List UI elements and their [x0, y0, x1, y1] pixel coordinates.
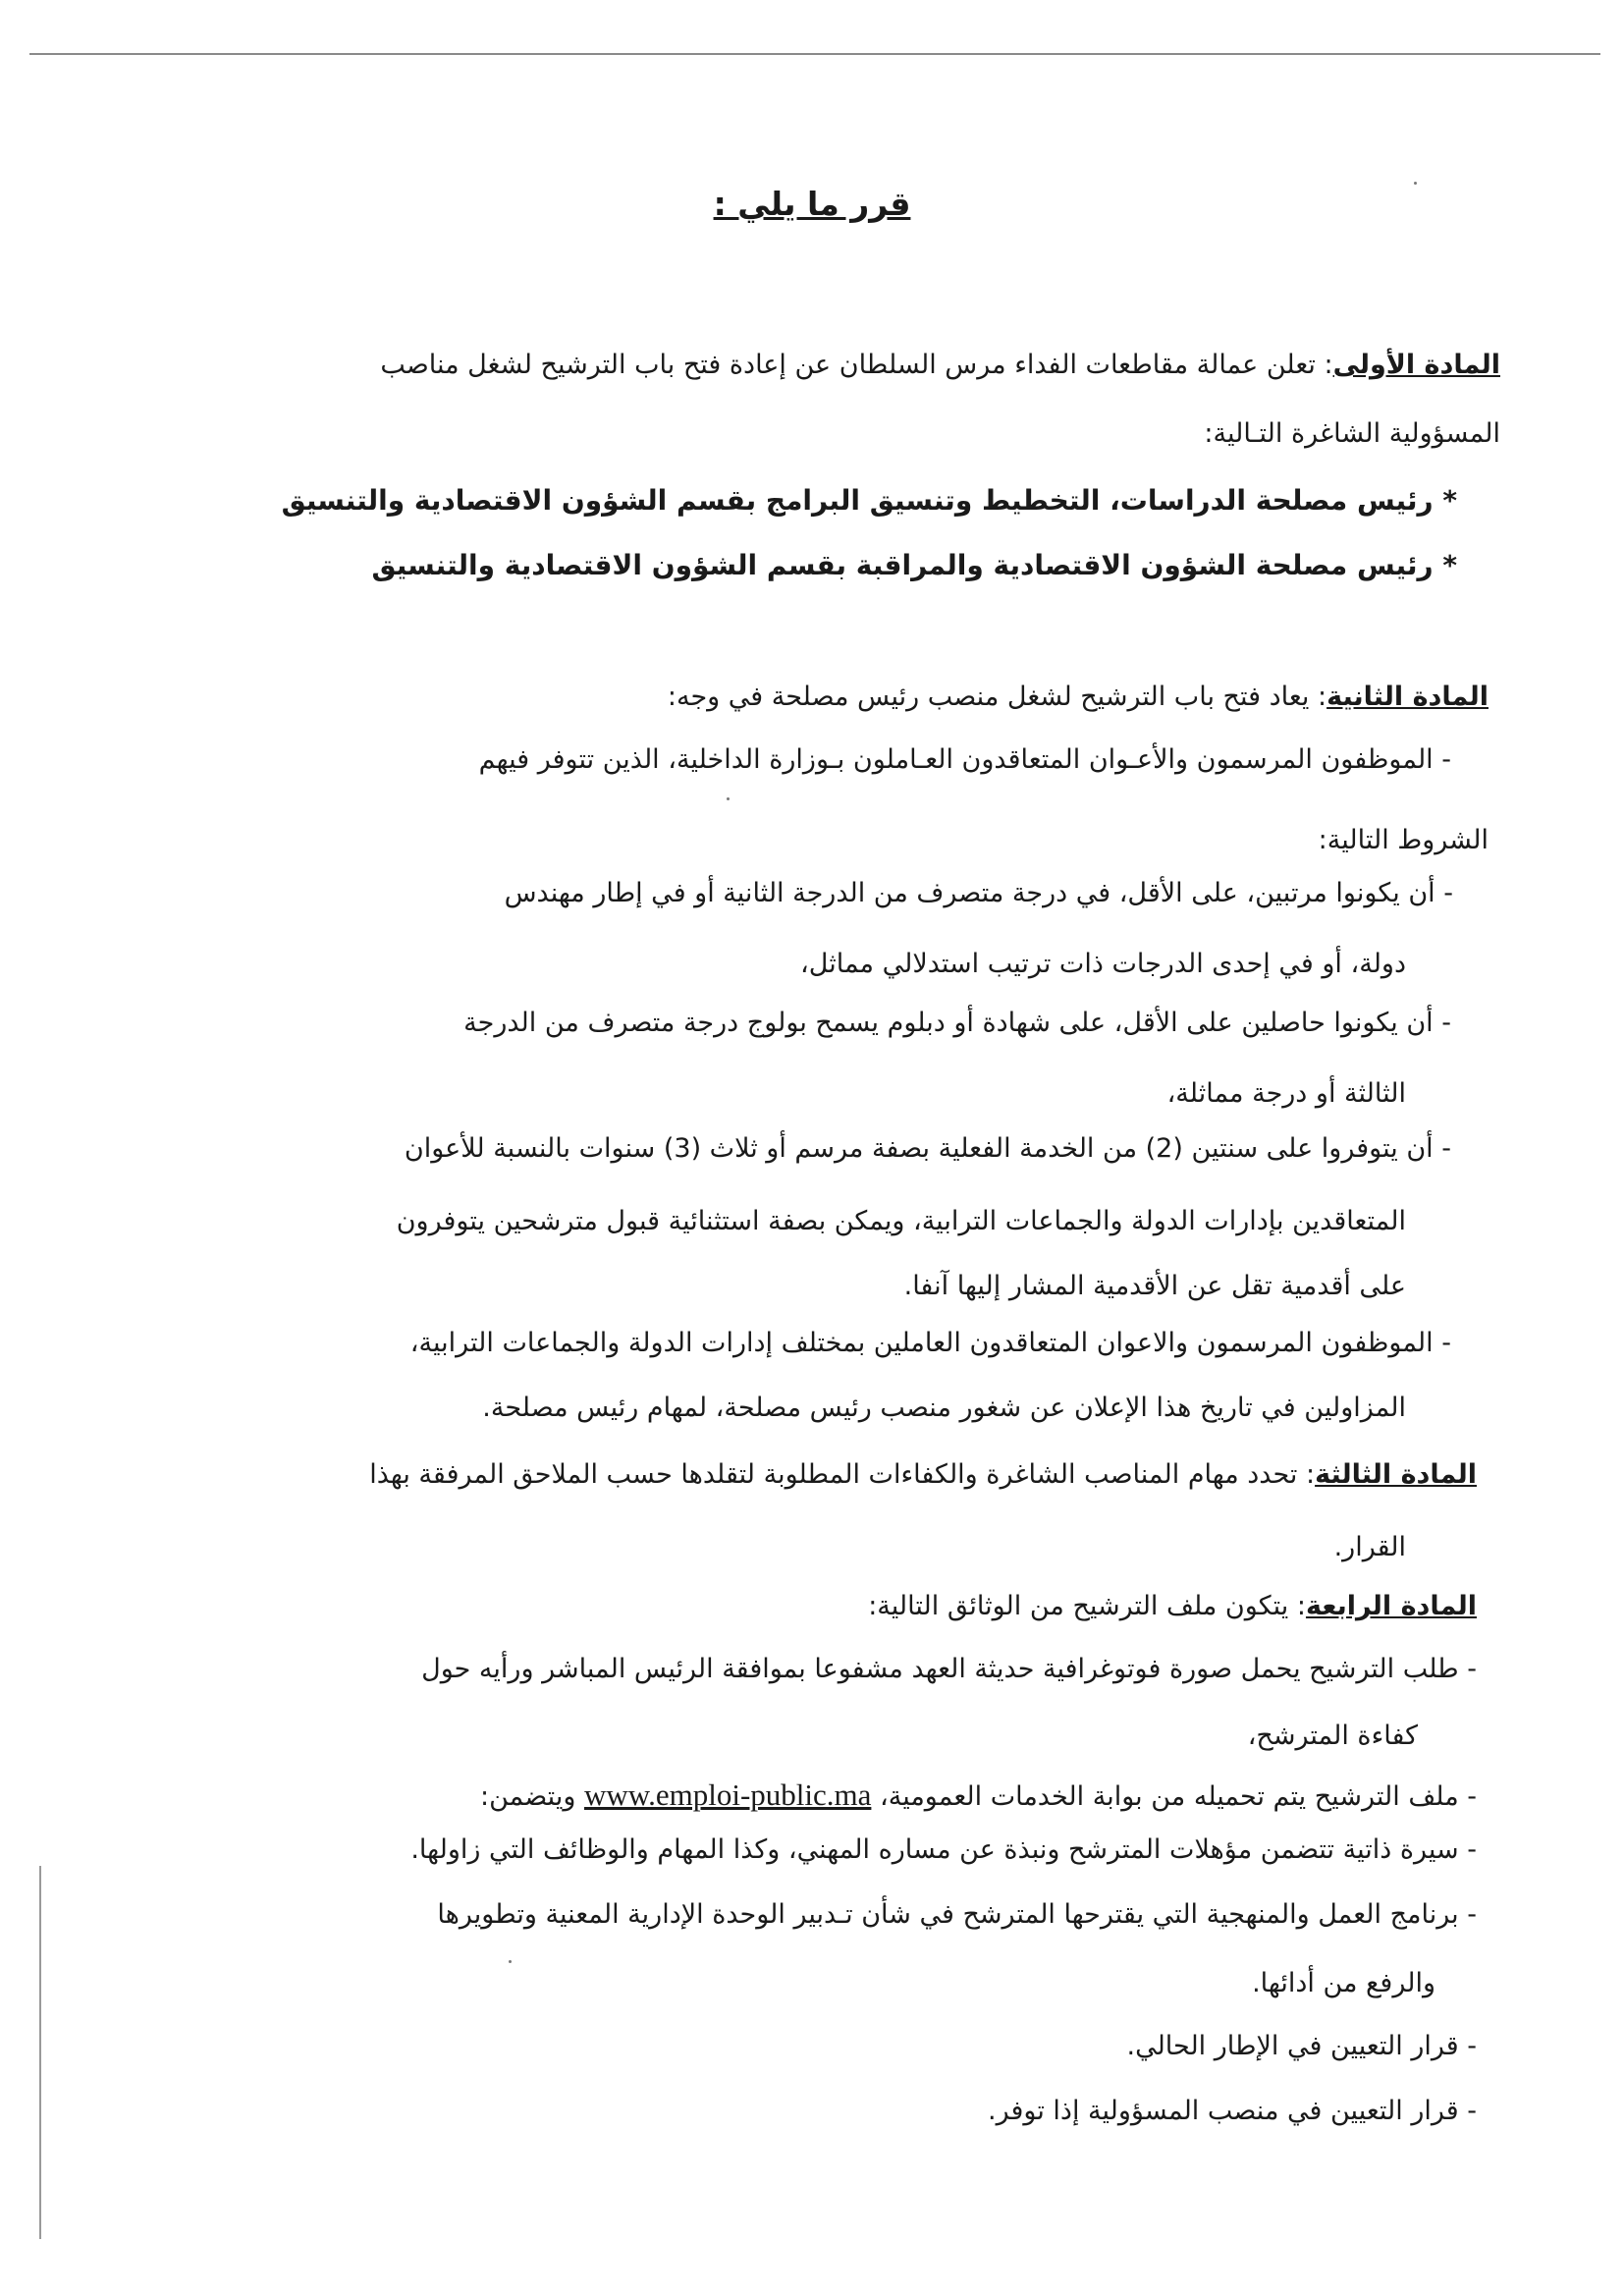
article4-line: - قرار التعيين في الإطار الحالي.	[1126, 2031, 1477, 2061]
emploi-public-link[interactable]: www.emploi-public.ma	[583, 1777, 872, 1812]
scan-speck	[727, 797, 730, 800]
article1-bullet: * رئيس مصلحة الدراسات، التخطيط وتنسيق البرامج بقسم الشؤون الاقتصادية والتنسيق	[281, 484, 1457, 517]
article4-line: - قرار التعيين في منصب المسؤولية إذا توفر.	[988, 2096, 1477, 2126]
article2-label: المادة الثانية	[1326, 682, 1489, 712]
article2-line: الثالثة أو درجة مماثلة،	[1166, 1078, 1406, 1109]
article2-line: - أن يكونوا مرتبين، على الأقل، في درجة متصرف من الدرجة الثانية أو في إطار مهندس	[504, 878, 1453, 908]
article3-line2: القرار.	[1333, 1532, 1406, 1562]
article1-bullet: * رئيس مصلحة الشؤون الاقتصادية والمراقبة بقسم الشؤون الاقتصادية والتنسيق	[371, 549, 1457, 581]
article2-line: - أن يكونوا حاصلين على الأقل، على شهادة أو دبلوم يسمح بولوج درجة متصرف من الدرجة	[463, 1008, 1451, 1038]
article4-line: كفاءة المترشح،	[1247, 1721, 1418, 1751]
article3-label: المادة الثالثة	[1315, 1459, 1477, 1490]
article4-line: - طلب الترشيح يحمل صورة فوتوغرافية حديثة العهد مشفوعا بموافقة الرئيس المباشر ورأيه حول	[421, 1654, 1477, 1684]
article1-intro: المادة الأولى: تعلن عمالة مقاطعات الفداء مرس السلطان عن إعادة فتح باب الترشيح لشغل مناصب	[380, 350, 1500, 380]
article4-line: والرفع من أدائها.	[1252, 1968, 1435, 1998]
article2-line: المتعاقدين بإدارات الدولة والجماعات الترابية، ويمكن بصفة استثنائية قبول مترشحين يتوفرون	[396, 1206, 1406, 1236]
article2-line: - أن يتوفروا على سنتين (2) من الخدمة الفعلية بصفة مرسم أو ثلاث (3) سنوات بالنسبة للأعوان	[404, 1133, 1451, 1164]
article2-intro: المادة الثانية: يعاد فتح باب الترشيح لشغل منصب رئيس مصلحة في وجه:	[667, 682, 1489, 712]
article2-line: الشروط التالية:	[1318, 825, 1489, 855]
article4-line: - برنامج العمل والمنهجية التي يقترحها المترشح في شأن تـدبير الوحدة الإدارية المعنية وتطويرها	[437, 1899, 1477, 1930]
article4-line: - سيرة ذاتية تتضمن مؤهلات المترشح ونبذة عن مساره المهني، وكذا المهام والوظائف التي زاولها.	[410, 1834, 1477, 1865]
scan-speck	[509, 1960, 512, 1963]
article3-intro: المادة الثالثة: تحدد مهام المناصب الشاغرة والكفاءات المطلوبة لتقلدها حسب الملاحق المرفقة بهذا	[369, 1459, 1477, 1490]
article2-line: - الموظفون المرسمون والاعوان المتعاقدون العاملين بمختلف إدارات الدولة والجماعات الترابية،	[409, 1328, 1451, 1358]
article2-line: - الموظفون المرسمون والأعـوان المتعاقدون العـاملون بـوزارة الداخلية، الذين تتوفر فيهم	[478, 744, 1451, 775]
article2-line: دولة، أو في إحدى الدرجات ذات ترتيب استدلالي مماثل،	[800, 949, 1406, 979]
article4-intro: المادة الرابعة: يتكون ملف الترشيح من الوثائق التالية:	[868, 1591, 1477, 1621]
top-scan-rule	[29, 53, 1600, 55]
article1-line2: المسؤولية الشاغرة التـالية:	[1204, 418, 1500, 449]
page-title: قرر ما يلي :	[713, 185, 911, 223]
left-scan-rule	[39, 1866, 41, 2239]
article4-url-line: - ملف الترشيح يتم تحميله من بوابة الخدمات العمومية، www.emploi-public.ma ويتضمن:	[480, 1777, 1477, 1812]
article4-label: المادة الرابعة	[1305, 1591, 1477, 1621]
article2-line: على أقدمية تقل عن الأقدمية المشار إليها آنفا.	[903, 1271, 1406, 1301]
article2-line: المزاولين في تاريخ هذا الإعلان عن شغور منصب رئيس مصلحة، لمهام رئيس مصلحة.	[482, 1393, 1406, 1423]
article1-label: المادة الأولى	[1332, 350, 1500, 380]
